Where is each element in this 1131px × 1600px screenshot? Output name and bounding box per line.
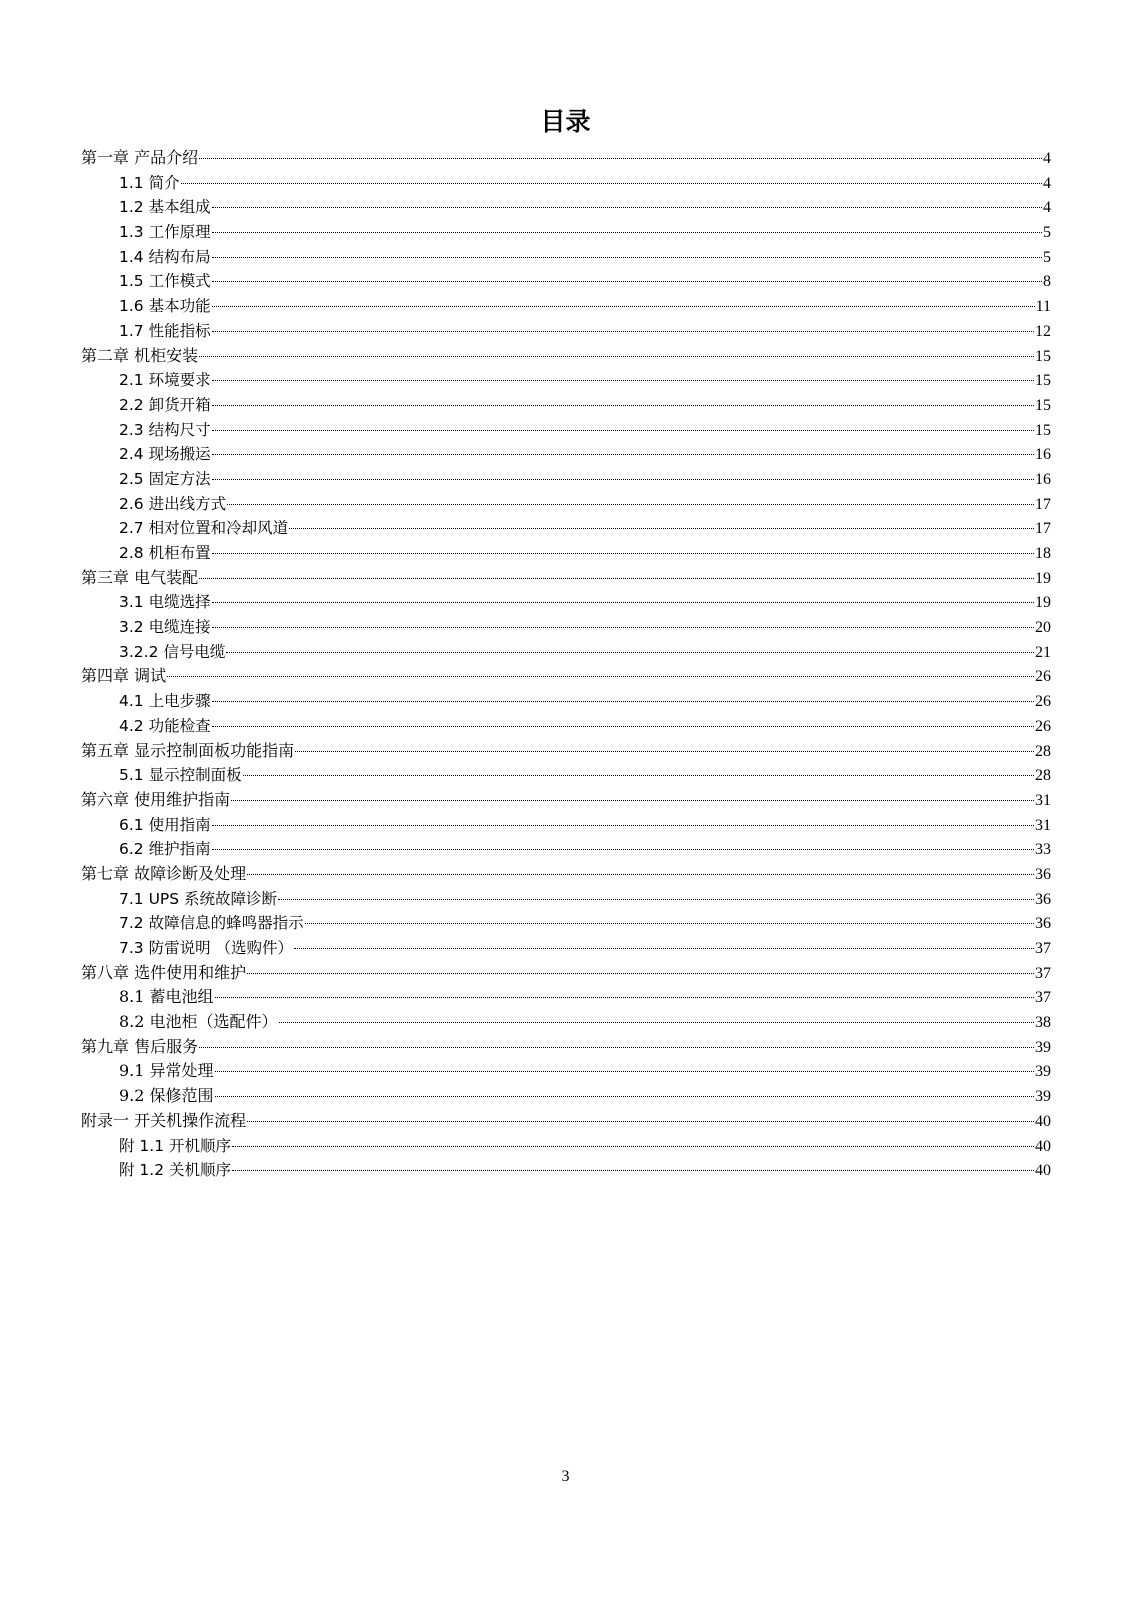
- toc-section-entry[interactable]: [81, 171, 1051, 196]
- toc-entry-page: 15: [1035, 421, 1051, 439]
- toc-entry-page: 18: [1035, 545, 1051, 562]
- toc-entry-label: 2.7 相对位置和冷却风道: [119, 519, 289, 538]
- toc-entry-label: 第四章 调试: [81, 666, 167, 686]
- toc-entry-page: 4: [1043, 150, 1051, 167]
- toc-entry-page: 12: [1035, 322, 1051, 340]
- toc-entry-label: 附录一 开关机操作流程: [81, 1110, 247, 1130]
- page-title: 目录: [540, 107, 591, 136]
- toc-dot-leader: [215, 1071, 1034, 1072]
- toc-section-entry[interactable]: [81, 368, 1051, 393]
- toc-entry-page: 4: [1043, 199, 1051, 217]
- toc-section-entry[interactable]: [81, 442, 1051, 467]
- toc-entry-page: 26: [1035, 693, 1051, 711]
- toc-entry-label: 第三章 电气装配: [81, 567, 199, 587]
- toc-entry-page: 28: [1035, 742, 1051, 760]
- toc-section-entry[interactable]: [81, 1158, 1051, 1183]
- toc-section-entry[interactable]: [81, 541, 1051, 566]
- toc-entry-page: 26: [1035, 668, 1051, 686]
- toc-entry-label: 6.1 使用指南: [119, 815, 211, 834]
- toc-entry-page: 40: [1035, 1137, 1051, 1155]
- toc-dot-leader: [226, 652, 1034, 653]
- toc-entry-label: 2.1 环境要求: [119, 371, 211, 390]
- toc-entry-page: 16: [1035, 446, 1051, 464]
- toc-chapter-entry[interactable]: [81, 739, 1051, 764]
- toc-entry-page: 15: [1035, 372, 1051, 390]
- toc-entry-page: 20: [1035, 619, 1051, 637]
- toc-dot-leader: [212, 602, 1034, 603]
- toc-chapter-entry[interactable]: [81, 344, 1051, 369]
- toc-dot-leader: [231, 800, 1034, 801]
- toc-entry-label: 7.3 防雷说明 （选购件）: [119, 939, 294, 957]
- toc-dot-leader: [215, 997, 1034, 998]
- toc-section-entry[interactable]: [81, 195, 1051, 220]
- toc-entry-label: 第七章 故障诊断及处理: [81, 863, 247, 883]
- toc-section-entry[interactable]: [81, 640, 1051, 665]
- toc-entry-label: 3.1 电缆选择: [119, 593, 211, 612]
- toc-entry-label: 1.3 工作原理: [119, 223, 211, 242]
- toc-dot-leader: [212, 479, 1034, 480]
- toc-dot-leader: [215, 1096, 1034, 1097]
- toc-dot-leader: [212, 306, 1035, 307]
- toc-entry-page: 33: [1035, 841, 1051, 859]
- toc-entry-label: 7.2 故障信息的蜂鸣器指示: [119, 914, 304, 933]
- toc-chapter-entry[interactable]: [81, 566, 1051, 591]
- toc-entry-page: 19: [1035, 594, 1051, 612]
- toc-section-entry[interactable]: [81, 1059, 1051, 1084]
- toc-dot-leader: [279, 1022, 1034, 1023]
- toc-entry-page: 36: [1035, 890, 1051, 908]
- toc-entry-page: 5: [1043, 248, 1051, 266]
- toc-entry-page: 19: [1035, 569, 1051, 587]
- toc-entry-label: 附 1.1 开机顺序: [119, 1136, 232, 1155]
- toc-section-entry[interactable]: [81, 936, 1051, 961]
- toc-entry-label: 4.2 功能检查: [119, 716, 211, 735]
- toc-entry-page: 40: [1035, 1162, 1051, 1180]
- toc-dot-leader: [278, 899, 1034, 900]
- toc-entry-page: 17: [1035, 520, 1051, 538]
- toc-dot-leader: [212, 331, 1034, 332]
- toc-section-entry[interactable]: [81, 763, 1051, 788]
- toc-dot-leader: [167, 676, 1034, 677]
- toc-chapter-entry[interactable]: [81, 1035, 1051, 1060]
- toc-dot-leader: [305, 923, 1034, 924]
- toc-entry-label: 第一章 产品介绍: [81, 148, 199, 167]
- toc-dot-leader: [181, 183, 1042, 184]
- toc-section-entry[interactable]: [81, 319, 1051, 344]
- toc-entry-page: 37: [1035, 964, 1051, 982]
- toc-dot-leader: [232, 1146, 1034, 1147]
- toc-dot-leader: [247, 1121, 1034, 1122]
- toc-dot-leader: [232, 1170, 1034, 1171]
- toc-dot-leader: [199, 158, 1042, 159]
- table-of-contents: [81, 146, 1051, 1183]
- toc-entry-page: 36: [1035, 915, 1051, 933]
- toc-dot-leader: [212, 825, 1034, 826]
- toc-entry-label: 6.2 维护指南: [119, 840, 211, 859]
- toc-dot-leader: [212, 849, 1034, 850]
- toc-entry-label: 2.2 卸货开箱: [119, 395, 211, 414]
- toc-dot-leader: [199, 1047, 1034, 1048]
- toc-entry-page: 40: [1035, 1112, 1051, 1130]
- toc-dot-leader: [212, 430, 1034, 431]
- toc-dot-leader: [212, 701, 1034, 702]
- toc-section-entry[interactable]: [81, 294, 1051, 319]
- toc-entry-page: 31: [1035, 816, 1051, 834]
- toc-entry-page: 39: [1035, 1088, 1051, 1106]
- toc-entry-page: 28: [1035, 767, 1051, 785]
- toc-entry-label: 1.2 基本组成: [119, 198, 211, 217]
- toc-entry-label: 2.4 现场搬运: [119, 445, 211, 464]
- toc-section-entry[interactable]: [81, 467, 1051, 492]
- toc-dot-leader: [212, 627, 1034, 628]
- toc-section-entry[interactable]: [81, 1134, 1051, 1159]
- toc-entry-label: 2.3 结构尺寸: [119, 420, 211, 439]
- toc-entry-label: 5.1 显示控制面板: [119, 766, 242, 785]
- toc-entry-label: 1.6 基本功能: [119, 297, 211, 316]
- toc-section-entry[interactable]: [81, 615, 1051, 640]
- toc-dot-leader: [212, 257, 1042, 258]
- toc-entry-page: 21: [1035, 643, 1051, 661]
- toc-entry-page: 8: [1043, 273, 1051, 291]
- toc-section-entry[interactable]: [81, 714, 1051, 739]
- toc-dot-leader: [212, 405, 1034, 406]
- toc-dot-leader: [295, 751, 1034, 752]
- toc-entry-page: 17: [1035, 495, 1051, 513]
- toc-section-entry[interactable]: [81, 813, 1051, 838]
- toc-entry-page: 4: [1043, 174, 1051, 192]
- toc-entry-page: 38: [1035, 1014, 1051, 1032]
- toc-section-entry[interactable]: [81, 220, 1051, 245]
- toc-section-entry[interactable]: [81, 245, 1051, 270]
- toc-entry-label: 4.1 上电步骤: [119, 692, 211, 711]
- toc-section-entry[interactable]: [81, 516, 1051, 541]
- toc-dot-leader: [247, 874, 1034, 875]
- toc-dot-leader: [227, 504, 1034, 505]
- toc-entry-page: 15: [1035, 347, 1051, 365]
- toc-entry-label: 第二章 机柜安装: [81, 345, 199, 365]
- toc-entry-label: 第六章 使用维护指南: [81, 789, 231, 809]
- toc-dot-leader: [212, 232, 1042, 233]
- toc-dot-leader: [289, 528, 1034, 529]
- toc-dot-leader: [199, 356, 1034, 357]
- toc-entry-label: 第八章 选件使用和维护: [81, 962, 247, 982]
- toc-chapter-entry[interactable]: [81, 664, 1051, 689]
- page-number: 3: [561, 1468, 570, 1485]
- toc-entry-page: 31: [1035, 791, 1051, 809]
- toc-entry-page: 39: [1035, 1063, 1051, 1081]
- toc-dot-leader: [212, 380, 1034, 381]
- toc-section-entry[interactable]: [81, 837, 1051, 862]
- toc-section-entry[interactable]: [81, 590, 1051, 615]
- toc-entry-label: 9.1 异常处理: [119, 1061, 214, 1081]
- toc-entry-label: 2.8 机柜布置: [119, 544, 211, 562]
- toc-section-entry[interactable]: [81, 689, 1051, 714]
- toc-entry-label: 8.2 电池柜（选配件）: [119, 1012, 278, 1032]
- toc-dot-leader: [212, 281, 1042, 282]
- toc-dot-leader: [199, 578, 1034, 579]
- toc-section-entry[interactable]: [81, 418, 1051, 443]
- toc-entry-page: 37: [1035, 989, 1051, 1007]
- toc-section-entry[interactable]: [81, 393, 1051, 418]
- toc-entry-page: 15: [1035, 396, 1051, 414]
- toc-section-entry[interactable]: [81, 492, 1051, 517]
- toc-chapter-entry[interactable]: [81, 862, 1051, 887]
- toc-entry-label: 3.2.2 信号电缆: [119, 642, 226, 661]
- toc-entry-label: 2.6 进出线方式: [119, 494, 227, 513]
- toc-dot-leader: [243, 775, 1034, 776]
- toc-chapter-entry[interactable]: [81, 961, 1051, 986]
- toc-entry-label: 2.5 固定方法: [119, 469, 211, 488]
- toc-dot-leader: [212, 207, 1042, 208]
- toc-entry-page: 16: [1035, 470, 1051, 488]
- toc-entry-page: 36: [1035, 865, 1051, 883]
- toc-section-entry[interactable]: [81, 269, 1051, 294]
- toc-entry-page: 26: [1035, 717, 1051, 735]
- toc-entry-page: 5: [1043, 224, 1051, 242]
- toc-entry-label: 9.2 保修范围: [119, 1086, 214, 1106]
- toc-chapter-entry[interactable]: [81, 788, 1051, 813]
- toc-dot-leader: [247, 973, 1034, 974]
- toc-entry-label: 第九章 售后服务: [81, 1036, 199, 1056]
- toc-entry-page: 37: [1035, 940, 1051, 957]
- toc-section-entry[interactable]: [81, 1010, 1051, 1035]
- toc-entry-label: 1.5 工作模式: [119, 272, 211, 291]
- toc-entry-label: 3.2 电缆连接: [119, 618, 211, 637]
- toc-section-entry[interactable]: [81, 911, 1051, 936]
- toc-dot-leader: [212, 553, 1034, 554]
- toc-entry-label: 附 1.2 关机顺序: [119, 1161, 232, 1180]
- toc-entry-page: 39: [1035, 1038, 1051, 1056]
- toc-chapter-entry[interactable]: [81, 146, 1051, 171]
- toc-dot-leader: [212, 454, 1034, 455]
- toc-entry-label: 8.1 蓄电池组: [119, 987, 214, 1007]
- toc-section-entry[interactable]: [81, 887, 1051, 912]
- toc-entry-label: 1.1 简介: [119, 173, 180, 192]
- toc-dot-leader: [212, 726, 1034, 727]
- toc-chapter-entry[interactable]: [81, 1109, 1051, 1134]
- toc-entry-label: 第五章 显示控制面板功能指南: [81, 740, 295, 760]
- toc-entry-label: 1.4 结构布局: [119, 247, 211, 266]
- toc-entry-page: 11: [1035, 298, 1051, 316]
- toc-entry-label: 7.1 UPS 系统故障诊断: [119, 889, 278, 908]
- toc-section-entry[interactable]: [81, 1084, 1051, 1109]
- toc-dot-leader: [294, 948, 1034, 949]
- toc-section-entry[interactable]: [81, 985, 1051, 1010]
- toc-entry-label: 1.7 性能指标: [119, 321, 211, 340]
